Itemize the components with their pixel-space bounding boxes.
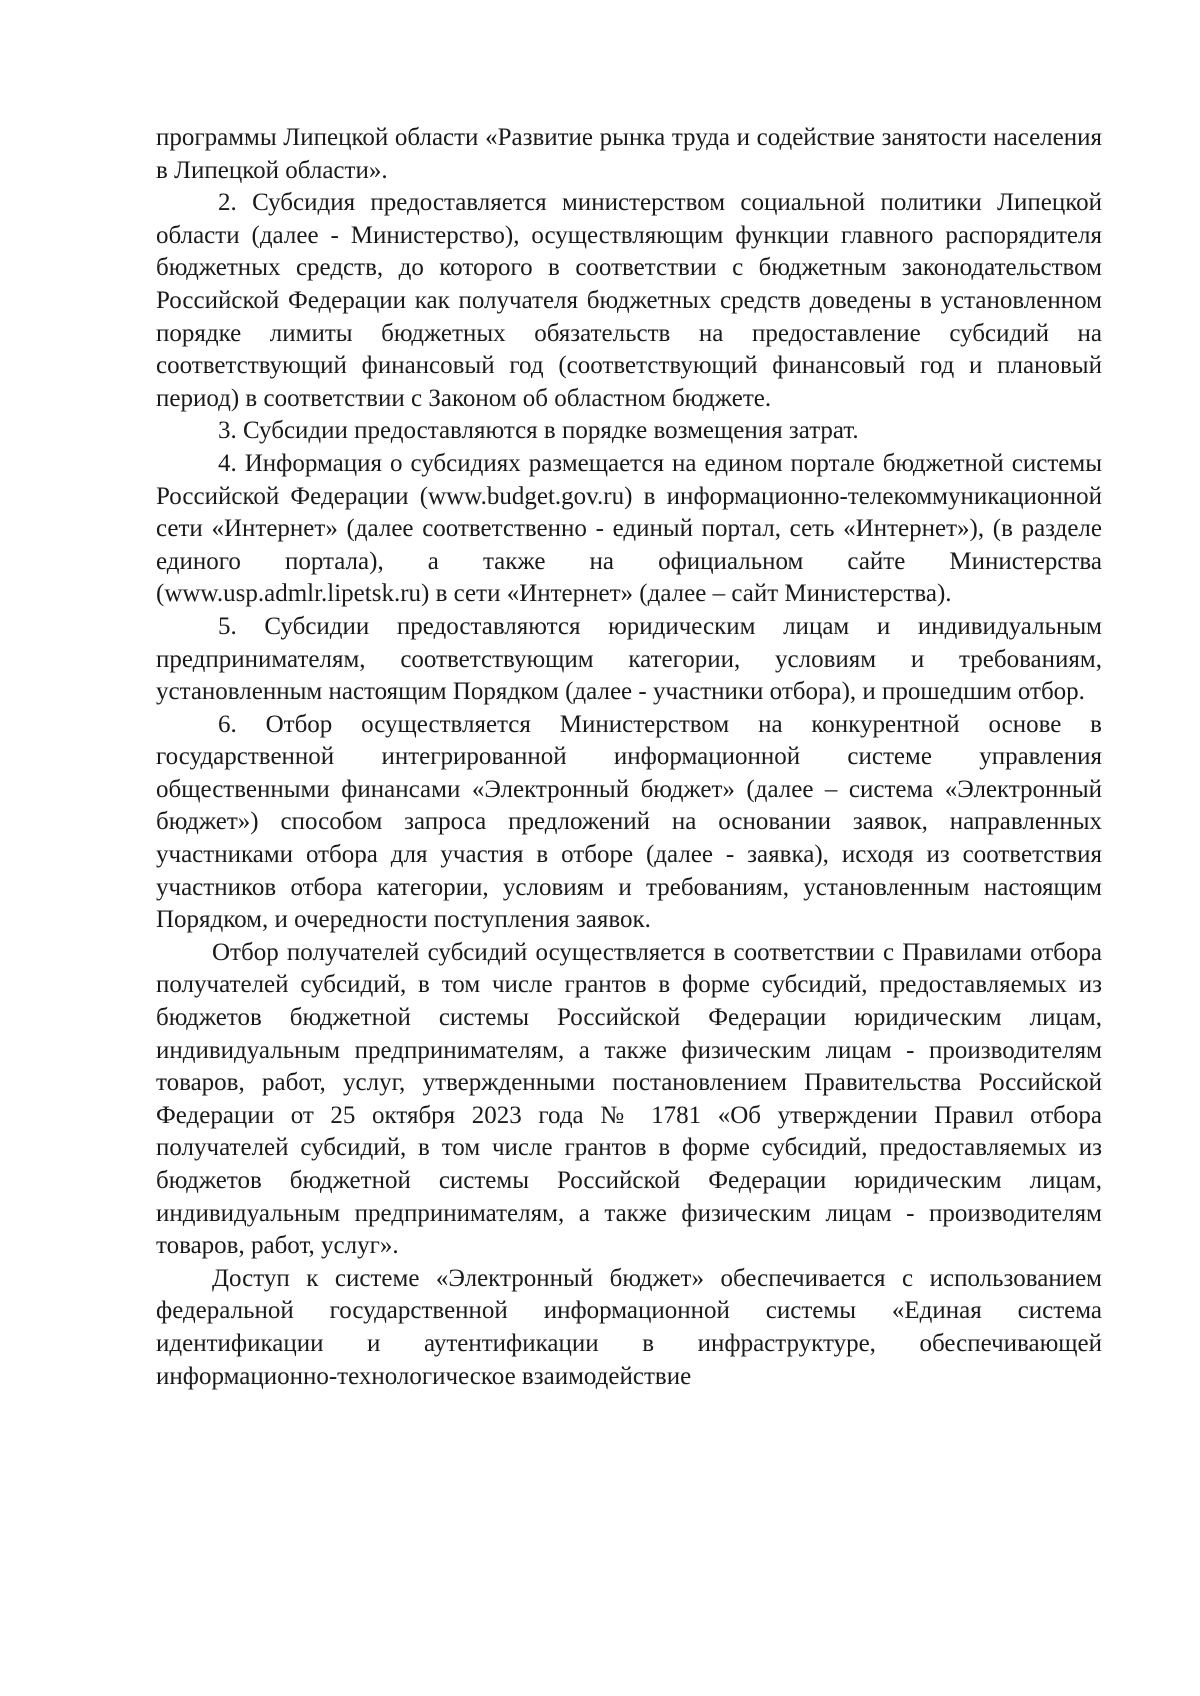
paragraph-continuation: программы Липецкой области «Развитие рынка труда и содействие занятости населения в Липецкой области». xyxy=(156,124,1102,184)
document-body xyxy=(156,122,1102,1393)
paragraph-item-2: 2. Субсидия предоставляется министерством социальной политики Липецкой области (далее - Министерство), осуществляющим функции главного распорядителя бюджетных средств, до которого в соответствии с бюджетным законодательством Российской Федерации как получателя бюджетных средств доведены в установленном порядке лимиты бюджетных обязательств на предоставление субсидий на соответствующий финансовый год (соответствующий финансовый год и плановый период) в соответствии с Законом об областном бюджете. xyxy=(156,189,1102,412)
paragraph-item-6: 6. Отбор осуществляется Министерством на конкурентной основе в государственной интегрированной информационной системе управления общественными финансами «Электронный бюджет» (далее – система «Электронный бюджет») способом запроса предложений на основании заявок, направленных участниками отбора для участия в отборе (далее - заявка), исходя из соответствия участников отбора категории, условиям и требованиям, установленным настоящим Порядком, и очередности поступления заявок. xyxy=(156,710,1102,934)
paragraph-selection-rules: Отбор получателей субсидий осуществляется в соответствии с Правилами отбора получателей субсидий, в том числе грантов в форме субсидий, предоставляемых из бюджетов бюджетной системы Российской Федерации юридическим лицам, индивидуальным предпринимателям, а также физическим лицам - производителям товаров, работ, услуг, утвержденными постановлением Правительства Российской Федерации от 25 октября 2023 года № 1781 «Об утверждении Правил отбора получателей субсидий, в том числе грантов в форме субсидий, предоставляемых из бюджетов бюджетной системы Российской Федерации юридическим лицам, индивидуальным предпринимателям, а также физическим лицам - производителям товаров, работ, услуг». xyxy=(156,938,1102,1260)
paragraph-system-access: Доступ к системе «Электронный бюджет» обеспечивается с использованием федеральной государственной информационной системы «Единая система идентификации и аутентификации в инфраструктуре, обеспечивающей информационно-технологическое взаимодействие xyxy=(156,1264,1102,1390)
paragraph-item-5: 5. Субсидии предоставляются юридическим лицам и индивидуальным предпринимателям, соответствующим категории, условиям и требованиям, установленным настоящим Порядком (далее - участники отбора), и прошедшим отбор. xyxy=(156,612,1102,706)
paragraph-item-4: 4. Информация о субсидиях размещается на едином портале бюджетной системы Российской Федерации (www.budget.gov.ru) в информационно-телекоммуникационной сети «Интернет» (далее соответственно - единый портал, сеть «Интернет»), (в разделе единого портала), а также на официальном сайте Министерства (www.usp.admlr.lipetsk.ru) в сети «Интернет» (далее – сайт Министерства). xyxy=(156,449,1102,608)
paragraph-item-3: 3. Субсидии предоставляются в порядке возмещения затрат. xyxy=(218,417,859,445)
